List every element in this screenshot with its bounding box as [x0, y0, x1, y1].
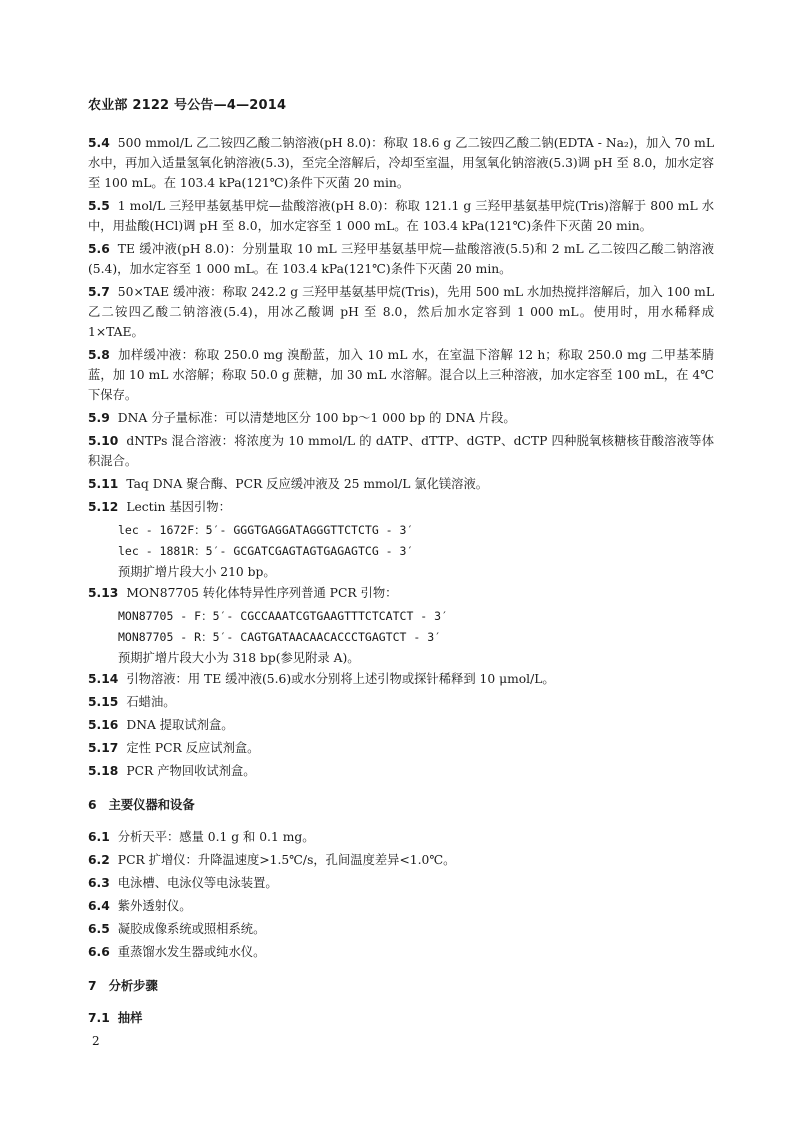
clause-5-16 [88, 715, 714, 735]
clause-number: 6.6 [88, 945, 110, 959]
clause-5-8 [88, 345, 714, 405]
clause-text: 紫外透射仪。 [117, 899, 192, 913]
clause-5-10 [88, 431, 714, 471]
clause-5-11 [88, 474, 714, 494]
clause-text: PCR 扩增仪：升降温速度>1.5℃/s，孔间温度差异<1.0℃。 [117, 853, 456, 867]
clause-text: TE 缓冲液(pH 8.0)：分别量取 10 mL 三羟甲基氨基甲烷—盐酸溶液(5.5)和 2 mL 乙二铵四乙酸二钠溶液(5.4)，加水定容至 1 000 mL。在 103.4 kPa(121℃)条件下灭菌 20 min。 [88, 242, 714, 276]
clause-number: 5.18 [88, 764, 119, 778]
clause-text: 50×TAE 缓冲液：称取 242.2 g 三羟甲基氨基甲烷(Tris)，先用 500 mL 水加热搅拌溶解后，加入 100 mL 乙二铵四乙酸二钠溶液(5.4)，用冰乙酸调 pH 至 8.0，然后加水定容到 1 000 mL。使用时，用水稀释成 1×TAE。 [88, 285, 714, 339]
clause-text: 定性 PCR 反应试剂盒。 [126, 741, 260, 755]
section-number: 6 [88, 798, 97, 812]
clause-number: 6.1 [88, 830, 110, 844]
clause-number: 6.2 [88, 853, 110, 867]
clause-text: 500 mmol/L 乙二铵四乙酸二钠溶液(pH 8.0)：称取 18.6 g 乙二铵四乙酸二钠(EDTA - Na₂)，加入 70 mL 水中，再加入适量氢氧化钠溶液(5.3)，至完全溶解后，冷却至室温，用氢氧化钠溶液(5.3)调 pH 至 8.0，加水定容至 100 mL。在 103.4 kPa(121℃)条件下灭菌 20 min。 [88, 136, 714, 190]
clause-5-13 [88, 583, 714, 603]
clause-5-4 [88, 133, 714, 193]
clause-6-2 [88, 850, 714, 870]
clause-5-18 [88, 761, 714, 781]
clause-text: 凝胶成像系统或照相系统。 [117, 922, 266, 936]
clause-6-3 [88, 873, 714, 893]
subsection-title: 抽样 [117, 1011, 143, 1025]
primer-sequence: lec - 1672F：5′- GGGTGAGGATAGGGTTCTCTG - 3′ [118, 523, 414, 537]
clause-number: 5.9 [88, 411, 110, 425]
clause-5-6 [88, 239, 714, 279]
clause-5-15 [88, 692, 714, 712]
clause-text: DNA 提取试剂盒。 [126, 718, 234, 732]
clause-5-14 [88, 669, 714, 689]
clause-text: 电泳槽、电泳仪等电泳装置。 [117, 876, 278, 890]
clause-text: 1 mol/L 三羟甲基氨基甲烷—盐酸溶液(pH 8.0)：称取 121.1 g 三羟甲基氨基甲烷(Tris)溶解于 800 mL 水中，用盐酸(HCl)调 pH 至 8.0，加水定容至 1 000 mL。在 103.4 kPa(121℃)条件下灭菌 20 min。 [88, 199, 714, 233]
expected-fragment-size: 预期扩增片段大小 210 bp。 [118, 565, 276, 579]
clause-number: 5.11 [88, 477, 119, 491]
clause-number: 6.5 [88, 922, 110, 936]
clause-6-4 [88, 896, 714, 916]
clause-6-5 [88, 919, 714, 939]
clause-number: 5.17 [88, 741, 119, 755]
clause-number: 5.7 [88, 285, 110, 299]
clause-number: 5.12 [88, 500, 119, 514]
document-body [88, 133, 714, 1040]
page-number: 2 [92, 1034, 100, 1048]
clause-number: 5.14 [88, 672, 119, 686]
clause-text: 引物溶液：用 TE 缓冲液(5.6)或水分别将上述引物或探针稀释到 10 μmol/L。 [126, 672, 555, 686]
primer-sequence: MON87705 - R：5′- CAGTGATAACAACACCCTGAGTCT - 3′ [118, 630, 442, 644]
expected-fragment-size: 预期扩增片段大小为 318 bp(参见附录 A)。 [118, 651, 360, 665]
clause-number: 6.4 [88, 899, 110, 913]
clause-5-12 [88, 497, 714, 517]
reagents-list [88, 133, 714, 781]
clause-number: 5.4 [88, 136, 110, 150]
clause-5-17 [88, 738, 714, 758]
clause-6-1 [88, 827, 714, 847]
section-number: 7 [88, 979, 97, 993]
clause-text: PCR 产物回收试剂盒。 [126, 764, 256, 778]
section-title: 主要仪器和设备 [108, 798, 195, 812]
clause-number: 5.10 [88, 434, 119, 448]
clause-5-9 [88, 408, 714, 428]
primer-sequence: MON87705 - F：5′- CGCCAAATCGTGAAGTTTCTCATCT - 3′ [118, 609, 448, 623]
document-header: 农业部 2122 号公告—4—2014 [88, 98, 287, 113]
clause-text: Lectin 基因引物： [126, 500, 231, 514]
clause-6-6 [88, 942, 714, 962]
clause-text: Taq DNA 聚合酶、PCR 反应缓冲液及 25 mmol/L 氯化镁溶液。 [126, 477, 489, 491]
clause-text: 重蒸馏水发生器或纯水仪。 [117, 945, 266, 959]
section-7-heading [88, 976, 714, 996]
clause-text: 加样缓冲液：称取 250.0 mg 溴酚蓝，加入 10 mL 水，在室温下溶解 12 h；称取 250.0 mg 二甲基苯腈蓝，加 10 mL 水溶解；称取 50.0 g 蔗糖，加 30 mL 水溶解。混合以上三种溶液，加水定容至 100 mL，在 4℃下保存。 [88, 348, 714, 402]
equipment-list [88, 827, 714, 962]
clause-number: 5.6 [88, 242, 110, 256]
clause-number: 6.3 [88, 876, 110, 890]
clause-text: 分析天平：感量 0.1 g 和 0.1 mg。 [117, 830, 315, 844]
clause-text: 石蜡油。 [126, 695, 176, 709]
section-title: 分析步骤 [108, 979, 158, 993]
clause-text: DNA 分子量标准：可以清楚地区分 100 bp～1 000 bp 的 DNA 片段。 [117, 411, 516, 425]
clause-number: 5.8 [88, 348, 110, 362]
clause-text: MON87705 转化体特异性序列普通 PCR 引物： [126, 586, 398, 600]
subsection-7-1-heading [88, 1008, 714, 1028]
primer-sequence: lec - 1881R：5′- GCGATCGAGTAGTGAGAGTCG - 3′ [118, 544, 414, 558]
clause-5-5 [88, 196, 714, 236]
clause-text: dNTPs 混合溶液：将浓度为 10 mmol/L 的 dATP、dTTP、dGTP、dCTP 四种脱氧核糖核苷酸溶液等体积混合。 [88, 434, 714, 468]
clause-number: 5.15 [88, 695, 119, 709]
clause-5-7 [88, 282, 714, 342]
subsection-number: 7.1 [88, 1011, 110, 1025]
clause-number: 5.16 [88, 718, 119, 732]
section-6-heading [88, 795, 714, 815]
clause-number: 5.13 [88, 586, 119, 600]
clause-number: 5.5 [88, 199, 110, 213]
